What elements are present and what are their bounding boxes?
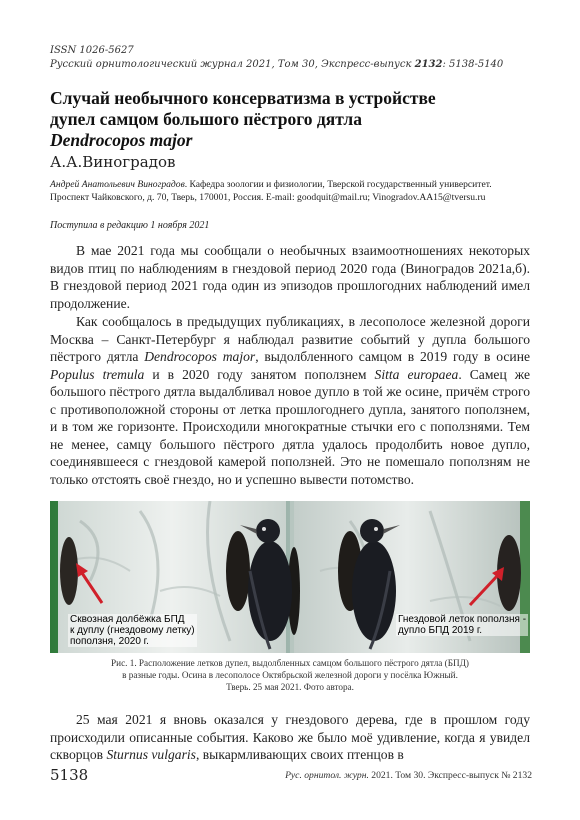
title-latin-name: Dendrocopos major: [50, 130, 193, 150]
p2-latin-sitta: Sitta europaea: [374, 366, 459, 382]
paragraph-1: В мае 2021 года мы сообщали о необычных взаимоотношениях некоторых видов птиц по наблюдениям в гнездовой период 2020 года (Виноградов 2021а,б). В гнездовой период 2021 года один из эпизодов прошлогодних наблюдений имел продолжение.: [50, 243, 530, 311]
journal-line-prefix: Русский орнитологический журнал 2021, Том 30, Экспресс-выпуск: [50, 59, 415, 70]
p2-latin-populus: Populus tremula: [50, 366, 145, 382]
affiliation-text: . Кафедра зоологии и физиологии, Тверской государственный университет. Проспект Чайковского, д. 70, Тверь, 170001, Россия. E-mail: goodquit@mail.ru; Vinogradov.AA15@tversu.ru: [50, 179, 492, 203]
page-number: 5138: [50, 766, 89, 784]
p2-text-a: Как сообщалось в предыдущих публикациях, в лесополосе железной дороги Москва – Санкт-Петербург я наблюдал развитие событий у дупла большого пёстрого дятла: [50, 314, 530, 364]
issue-number: 2132: [414, 59, 443, 70]
photo-label-right: Гнездовой леток поползня - дупло БПД 2019 г.: [398, 614, 527, 636]
journal-header: [50, 44, 503, 72]
p4-text-a: 25 мая 2021 я вновь оказался у гнездового дерева, где в прошлом году происходили описанные события. Каково же было моё удивление, когда я увидел скворцов: [50, 712, 530, 762]
footer-journal-citation: Рус. орнитол. журн. 2021. Том 30. Экспресс-выпуск № 2132: [285, 770, 532, 781]
p2-text-b: , выдолбленного самцом в 2019 году в осине: [255, 349, 530, 364]
figure-photo: [50, 501, 530, 653]
paragraph-3: [50, 711, 530, 764]
p4-text-b: , выкармливающих своих птенцов в: [195, 747, 404, 762]
p2-text-c: и в 2020 году занятом поползнем: [144, 366, 375, 382]
affiliation-name: Андрей Анатольевич Виноградов: [50, 179, 185, 190]
journal-citation-line: [50, 58, 503, 72]
p2-latin-dendrocopos: Dendrocopos major: [144, 349, 256, 364]
photo-label-left: Сквозная долбёжка БПД к дуплу (гнездовому летку) поползня, 2020 г.: [70, 614, 195, 647]
author-name: А.А.Виноградов: [50, 153, 176, 171]
figure-caption: Рис. 1. Расположение летков дупел, выдолбленных самцом большого пёстрого дятла (БПД) в разные годы. Осина в лесополосе Октябрьской железной дороги у посёлка Южный. Тверь. 25 мая 2021. Фото автора.: [111, 658, 469, 692]
received-date: Поступила в редакцию 1 ноября 2021: [50, 220, 210, 231]
title-line-1: Случай необычного консерватизма в устройстве: [50, 88, 436, 108]
author-affiliation: [50, 179, 532, 204]
p4-latin-sturnus: Sturnus vulgaris: [106, 747, 196, 762]
issn: ISSN 1026-5627: [50, 45, 134, 56]
left-nest-hole: [226, 531, 250, 611]
title-line-2: дупел самцом большого пёстрого дятла: [50, 109, 362, 129]
paragraph-2: [50, 313, 530, 488]
page-range: : 5138-5140: [442, 59, 504, 70]
p2-text-d: . Самец же большого пёстрого дятла выдалбливал новое дупло в той же осине, причём строго с противоположной стороны от летка прошлогоднего дупла, занятого поползнем, и в том же горизонте. Происходили многократные стычки его с поползнями. Тем не менее, самцу большого пёстрого дятла удалось продолбить новое дупло, соединявшееся с гнездовой камерой поползней. Это не помешало поползням не только отстоять своё гнездо, но и успешно вывести потомство.: [50, 366, 530, 487]
article-title: [50, 88, 530, 151]
left-cavity-hole: [60, 537, 78, 605]
